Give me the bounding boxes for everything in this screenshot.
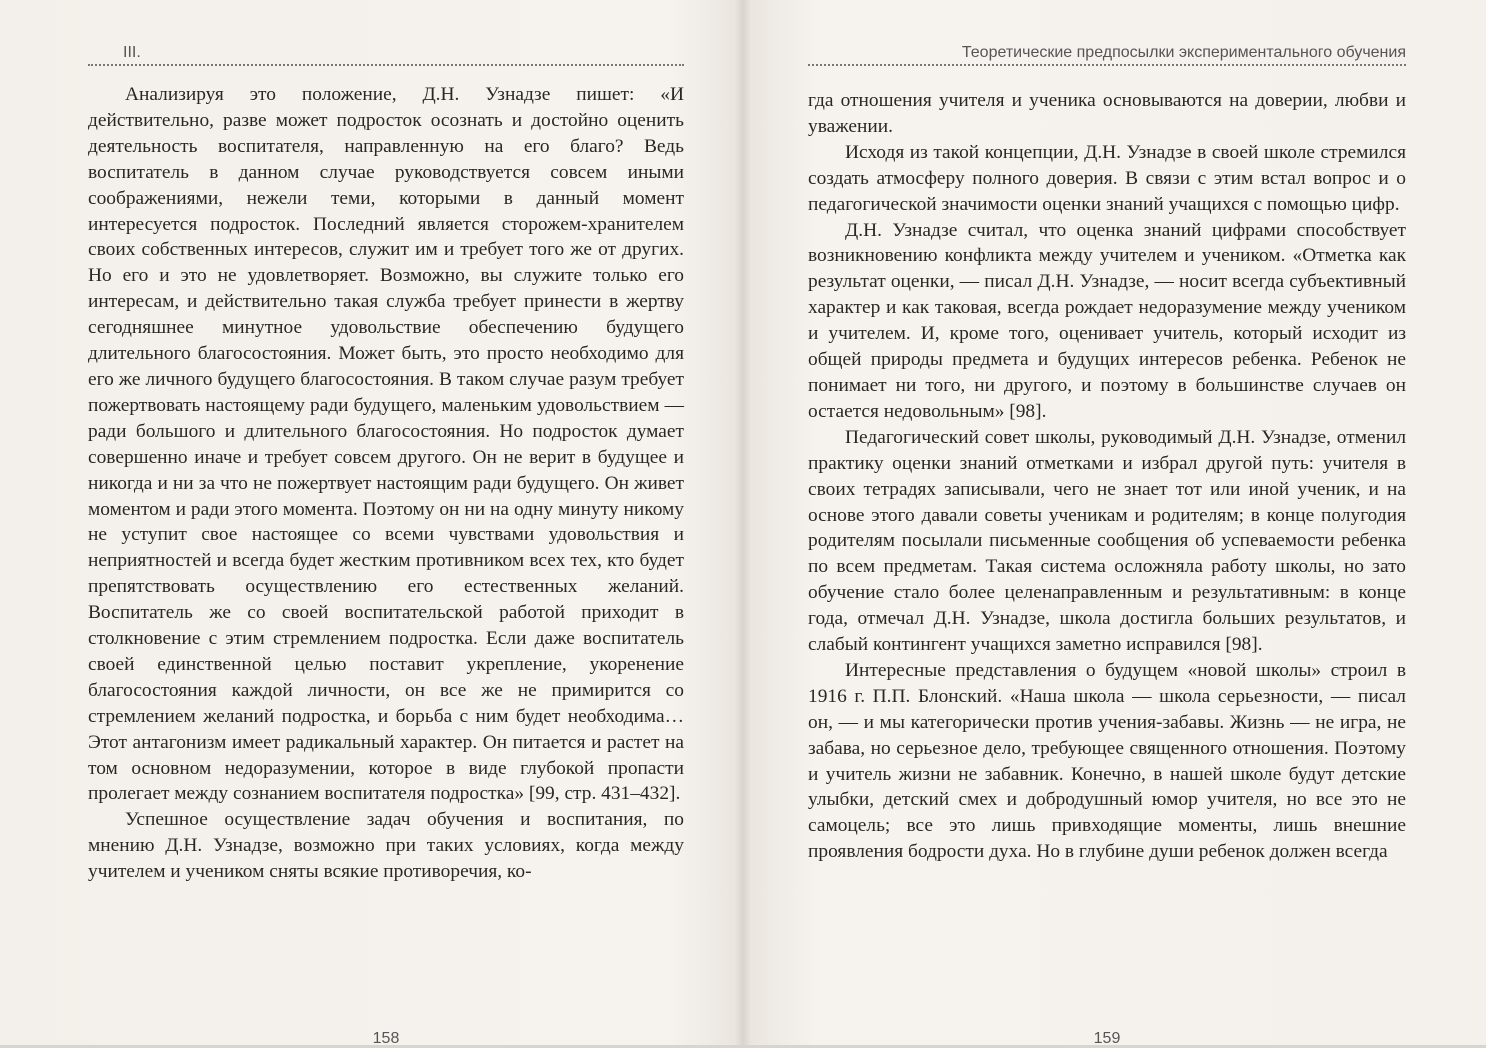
left-page	[88, 0, 684, 1045]
paragraph: Анализируя это положение, Д.Н. Узнадзе пишет: «И действительно, разве может подросток осознать и достойно оценить деятельность воспитателя, направленную на его благо? Ведь воспитатель в данном случае руководствуется совсем иными соображениями, нежели теми, которыми в данный момент интересуется подросток. Последний является сторожем-хранителем своих собственных интересов, служит им и требует того же от других. Но его и это не удовлетворяет. Возможно, вы служите только его интересам, и действительно такая служба требует принести в жертву сегодняшнее минутное удовольствие обеспечению будущего длительного благосостояния. Может быть, это просто необходимо для его же личного будущего благосостояния. В таком случае разум требует пожертвовать настоящему ради будущего, маленьким удовольствием — ради большого и длительного благосостояния. Но подросток думает совершенно иначе и требует совсем другого. Он не верит в будущее и никогда и ни за что не пожертвует настоящим ради будущего. Он живет моментом и ради этого момента. Поэтому он ни на одну минуту никому не уступит свое настоящее со всеми чувствами удовольствия и неприятностей и всегда будет жестким противником всех тех, кто будет препятствовать осуществлению его естественных желаний. Воспитатель же со своей воспитательской работой приходит в столкновение с этим стремлением подростка. Если даже воспитатель своей единственной целью поставит укрепление, укоренение благосостояния каждой личности, он все же не примирится со стремлением желаний подростка, и борьба с ним будет необходима… Этот антагонизм имеет радикальный характер. Он питается и растет на том основном недоразумении, которое в виде глубокой пропасти пролегает между сознанием воспитателя подростка» [99, стр. 431–432].	[88, 84, 684, 805]
paragraph: гда отношения учителя и ученика основываются на доверии, любви и уважении.	[808, 90, 1406, 137]
page-number: 158	[372, 1030, 400, 1047]
page-body	[808, 88, 1406, 865]
running-title: Теоретические предпосылки экспериментального обучения	[961, 44, 1406, 61]
right-page	[808, 0, 1406, 1045]
running-header	[88, 40, 684, 68]
chapter-number: III.	[123, 44, 141, 61]
header-rule	[88, 64, 684, 66]
paragraph: Педагогический совет школы, руководимый Д.Н. Узнадзе, отменил практику оценки знаний отметками и избрал другой путь: учителя в своих тетрадях записывали, чего не знает тот или иной ученик, и на основе этого давали советы ученикам и родителям; в конце полугодия родителям посылали письменные сообщения об успеваемости ребенка по всем предметам. Такая система осложняла работу школы, но зато обучение стало более целенаправленным и результативным: в конце года, отмечал Д.Н. Узнадзе, школа достигла больших результатов, и слабый контингент учащихся заметно исправился [98].	[808, 426, 1406, 656]
paragraph: Интересные представления о будущем «новой школы» строил в 1916 г. П.П. Блонский. «Наша школа — школа серьезности, — писал он, — и мы категорически против учения-забавы. Жизнь — не игра, не забава, но серьезное дело, требующее священного отношения. Поэтому и учитель жизни не забавник. Конечно, в нашей школе будут детские улыбки, детский смех и добродушный юмор учителя, но все это не самоцель; все это лишь привходящие моменты, лишь внешние проявления бодрости духа. Но в глубине души ребенок должен всегда	[808, 659, 1406, 863]
paragraph: Исходя из такой концепции, Д.Н. Узнадзе в своей школе стремился создать атмосферу полного доверия. В связи с этим встал вопрос и о педагогической значимости оценки знаний учащихся с помощью цифр.	[808, 141, 1406, 215]
paragraph: Успешное осуществление задач обучения и воспитания, по мнению Д.Н. Узнадзе, возможно при таких условиях, когда между учителем и учеником сняты всякие противоречия, ко-	[88, 809, 684, 883]
running-header	[808, 40, 1406, 68]
page-number: 159	[1093, 1030, 1121, 1047]
paragraph: Д.Н. Узнадзе считал, что оценка знаний цифрами способствует возникновению конфликта между учителем и учеником. «Отметка как результат оценки, — писал Д.Н. Узнадзе, — носит всегда субъективный характер и как таковая, всегда рождает недоразумение между учеником и учителем. И, кроме того, оценивает учитель, который исходит из общей природы предмета и будущих интересов ребенка. Ребенок не понимает ни того, ни другого, и поэтому в большинстве случаев он остается недовольным» [98].	[808, 219, 1406, 422]
header-rule	[808, 64, 1406, 66]
book-gutter	[735, 0, 751, 1045]
page-body	[88, 82, 684, 885]
